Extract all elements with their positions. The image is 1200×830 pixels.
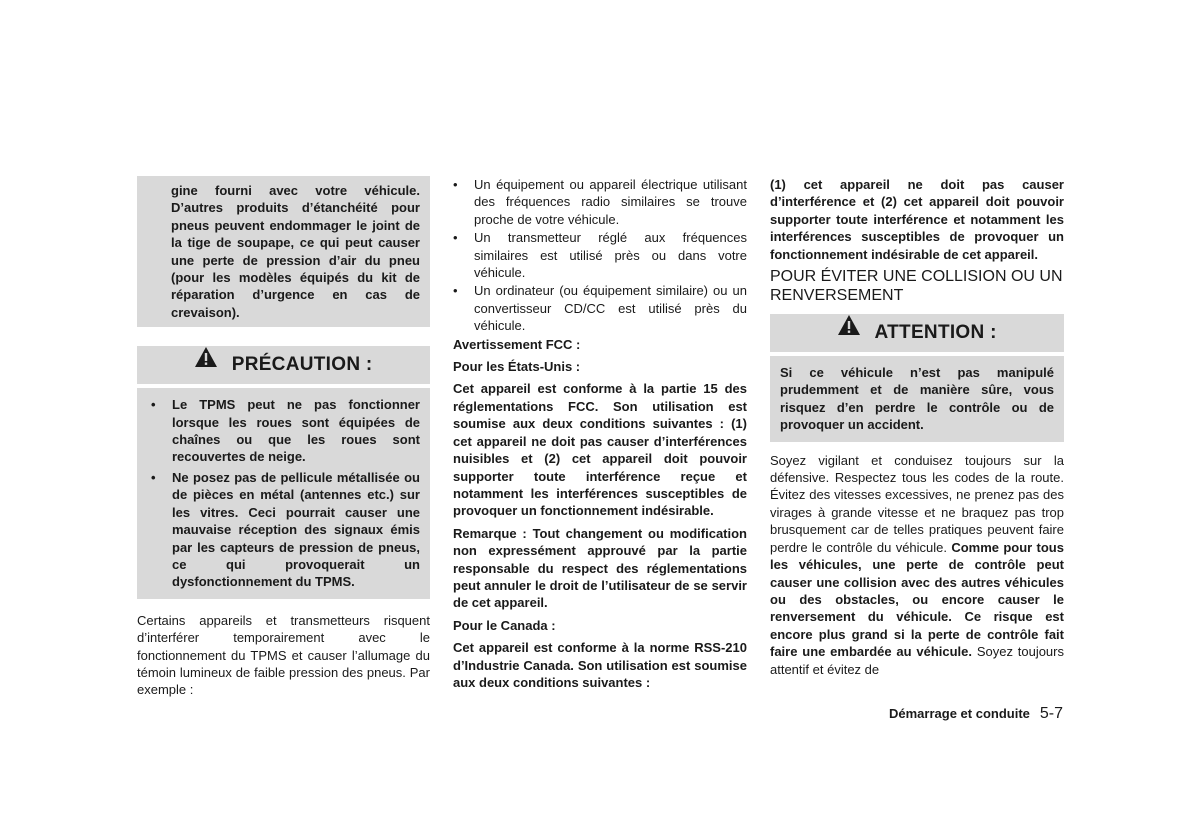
bullet-icon: •	[151, 397, 156, 413]
list-item	[151, 469, 420, 591]
canada-compliance-text: Cet appareil est conforme à la norme RSS-210 d’Industrie Canada. Son utilisation est soumise aux deux conditions suivantes :	[453, 640, 747, 690]
precaution-item-text: Le TPMS peut ne pas fonctionner lorsque les roues sont équipées de chaînes ou que les roues sont recouvertes de neige.	[172, 397, 420, 465]
precaution-body	[137, 388, 430, 598]
device-item-text: Un transmetteur réglé aux fréquences similaires est utilisé près ou dans votre véhicule.	[474, 230, 747, 281]
list-item	[151, 396, 420, 466]
us-compliance-text: Cet appareil est conforme à la partie 15 des réglementations FCC. Son utilisation est soumise aux deux conditions suivantes : (1) cet appareil ne doit pas causer d’interférences nuisibles et (2) cet appareil doit pouvoir supporter toute interférence reçue et notamment les interférences susceptibles de provoquer un fonctionnement indésirable.	[453, 381, 747, 519]
list-item	[453, 282, 747, 334]
attention-body	[770, 356, 1064, 442]
precaution-header	[137, 346, 430, 384]
warning-triangle-icon	[194, 344, 218, 382]
modification-remark: Remarque : Tout changement ou modification non expressément approuvé par la partie responsable du respect des réglementations peut annuler le droit de l’utilisateur de se servir de cet appareil.	[453, 525, 747, 611]
column-left	[137, 176, 430, 699]
precaution-title: PRÉCAUTION :	[231, 354, 373, 376]
page-number: 5-7	[1039, 705, 1063, 722]
attention-title: ATTENTION :	[874, 322, 997, 344]
list-item	[453, 176, 747, 228]
section-heading: POUR ÉVITER UNE COLLISION OU UN RENVERSEMENT	[770, 268, 1063, 305]
canada-conditions-text: (1) cet appareil ne doit pas causer d’interférence et (2) cet appareil doit pouvoir supporter toute interférence et notamment les interférences susceptibles de provoquer un fonctionnement indésirable de cet appareil.	[770, 177, 1064, 262]
canada-label: Pour le Canada :	[453, 617, 556, 633]
intro-warning-text: gine fourni avec votre véhicule. D’autres produits d’étanchéité pour pneus peuvent endommager le joint de la tige de soupape, ce qui peut causer une perte de pression d’air du pneu (pour les modèles équipés du kit de réparation d’urgence en cas de crevaison).	[171, 183, 420, 320]
attention-header	[770, 314, 1064, 352]
column-right	[770, 176, 1064, 678]
bullet-icon: •	[453, 177, 458, 192]
loss-of-control-text: Comme pour tous les véhicules, une perte de contrôle peut causer une collision avec des autres véhicules ou des obstacles, ou encore causer le renversement du véhicule. Ce risque est encore plus grand si la perte de contrôle fait faire une embardée au véhicule.	[770, 539, 1064, 660]
tpms-interference-paragraph: Certains appareils et transmetteurs risquent d’interférer temporairement avec le fonctionnement du TPMS et causer l’allumage du témoin lumineux de faible pression des pneus. Par exemple :	[137, 612, 430, 698]
device-item-text: Un ordinateur (ou équipement similaire) ou un convertisseur CD/CC est utilisé près du véhicule.	[474, 283, 747, 334]
driving-paragraph	[770, 452, 1064, 678]
page-footer	[889, 705, 1063, 723]
intro-warning-box	[137, 176, 430, 327]
warning-triangle-icon	[837, 312, 861, 350]
driving-text: Soyez vigilant et conduisez toujours sur la défensive. Respectez tous les codes de la route. Évitez des vitesses excessives, ne prenez pas des virages à grande vitesse et ne braquez pas trop brusquement car de telles pratiques peuvent faire perdre le contrôle du véhicule.	[770, 452, 1064, 555]
bullet-icon: •	[453, 283, 458, 299]
bullet-icon: •	[453, 230, 458, 246]
list-item	[453, 229, 747, 281]
device-list	[453, 176, 747, 335]
precaution-item-text: Ne posez pas de pellicule métallisée ou de pièces en métal (antennes etc.) sur les vitres. Ceci pourrait causer une mauvaise réception des signaux émis par les capteurs de pression de pneus, ce qui provoquerait un dysfonctionnement du TPMS.	[172, 469, 420, 590]
us-label: Pour les États-Unis :	[453, 359, 581, 375]
fcc-warning-label: Avertissement FCC :	[453, 336, 581, 352]
device-item-text: Un équipement ou appareil électrique utilisant des fréquences radio similaires se trouve proche de votre véhicule.	[474, 177, 747, 227]
section-name: Démarrage et conduite	[889, 706, 1030, 721]
column-middle	[453, 176, 747, 691]
bullet-icon: •	[151, 469, 156, 485]
attention-text: Si ce véhicule n’est pas manipulé prudemment et de manière sûre, vous risquez d’en perdre le contrôle ou de provoquer un accident.	[780, 365, 1054, 433]
driving-text-continued: Soyez toujours attentif et évitez de	[770, 644, 1064, 677]
